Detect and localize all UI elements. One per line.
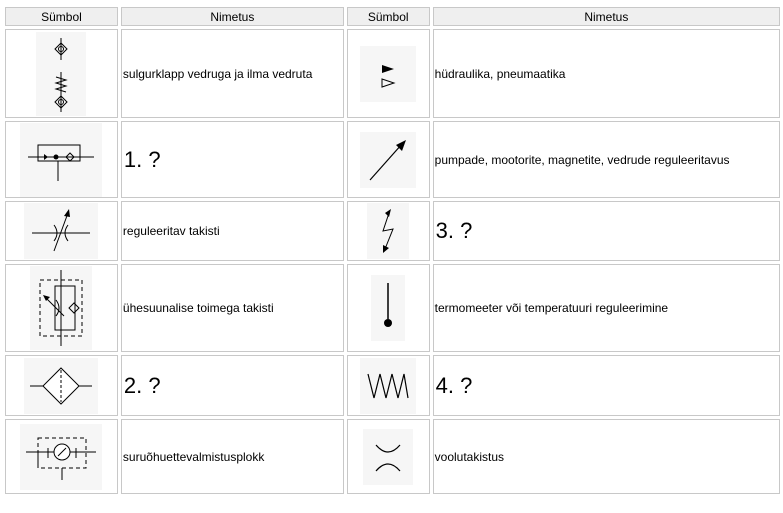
table-row [5, 419, 780, 494]
name-cell: reguleeritav takisti [121, 201, 344, 261]
spring-icon [360, 358, 416, 414]
table-row [5, 355, 780, 416]
name-cell: 3. ? [433, 201, 780, 261]
symbol-cell [5, 419, 118, 494]
name-cell: hüdraulika, pneumaatika [433, 29, 780, 118]
check-valve-spring-icon [36, 32, 86, 116]
symbol-cell [5, 29, 118, 118]
header-name-right: Nimetus [433, 7, 780, 26]
name-cell: suruõhuettevalmistusplokk [121, 419, 344, 494]
header-symbol-right: Sümbol [347, 7, 430, 26]
symbol-cell [347, 201, 430, 261]
name-cell: 4. ? [433, 355, 780, 416]
name-cell: ühesuunalise toimega takisti [121, 264, 344, 352]
symbol-cell [347, 264, 430, 352]
header-symbol-left: Sümbol [5, 7, 118, 26]
hydraulic-pneumatic-triangles-icon [360, 46, 416, 102]
filter-icon [24, 358, 98, 414]
symbol-cell [347, 121, 430, 198]
one-way-restrictor-icon [30, 266, 92, 350]
symbol-cell [5, 121, 118, 198]
name-cell: sulgurklapp vedruga ja ilma vedruta [121, 29, 344, 118]
name-cell: 2. ? [121, 355, 344, 416]
name-cell: 1. ? [121, 121, 344, 198]
adjustability-arrow-icon [360, 132, 416, 188]
symbol-cell [5, 355, 118, 416]
name-cell: voolutakistus [433, 419, 780, 494]
symbol-cell [5, 264, 118, 352]
valve-box-icon [20, 123, 102, 197]
adjustable-restrictor-icon [24, 203, 98, 259]
flow-restrictor-icon [363, 429, 413, 485]
name-cell: termomeeter või temperatuuri reguleerimine [433, 264, 780, 352]
symbol-table [2, 4, 783, 497]
header-name-left: Nimetus [121, 7, 344, 26]
symbol-cell [5, 201, 118, 261]
symbol-cell [347, 419, 430, 494]
table-row [5, 264, 780, 352]
table-row [5, 121, 780, 198]
header-row [5, 7, 780, 26]
symbol-cell [347, 29, 430, 118]
name-cell: pumpade, mootorite, magnetite, vedrude reguleeritavus [433, 121, 780, 198]
symbol-cell [347, 355, 430, 416]
thermometer-icon [371, 275, 405, 341]
electric-lightning-icon [367, 203, 409, 259]
table-row [5, 201, 780, 261]
table-row [5, 29, 780, 118]
air-service-unit-icon [20, 424, 102, 490]
